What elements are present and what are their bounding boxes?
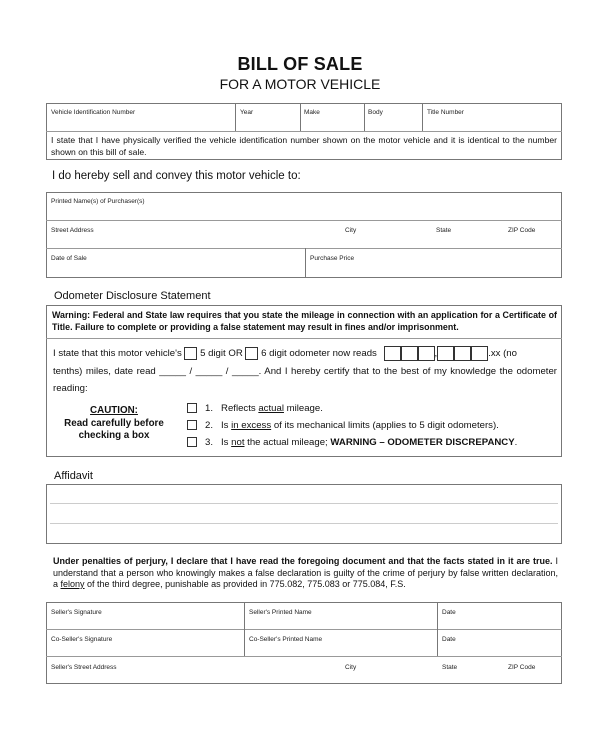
coseller-printed-name-field[interactable]: Co-Seller's Printed Name: [249, 636, 323, 643]
purchaser-street-field[interactable]: Street Address: [51, 227, 94, 234]
purchaser-state-field[interactable]: State: [436, 227, 452, 234]
excess-mileage-checkbox[interactable]: [187, 420, 197, 430]
title-number-field[interactable]: Title Number: [427, 109, 464, 116]
purchase-price-field[interactable]: Purchase Price: [310, 255, 355, 262]
affidavit-text-area[interactable]: [46, 484, 562, 544]
odometer-digit-boxes[interactable]: ,: [384, 345, 489, 362]
coseller-date-field[interactable]: Date: [442, 636, 456, 643]
purchaser-city-field[interactable]: City: [345, 227, 357, 234]
odometer-date-line: tenths) miles, date read _____ / _____ / _____. And I hereby certify that to the best of my knowledge the odometer reading:: [53, 366, 557, 394]
seller-printed-name-field[interactable]: Seller's Printed Name: [249, 609, 312, 616]
page-title: BILL OF SALE: [237, 54, 363, 74]
not-actual-mileage-checkbox[interactable]: [187, 437, 197, 447]
make-field[interactable]: Make: [304, 109, 320, 116]
convey-heading: I do hereby sell and convey this motor vehicle to:: [52, 170, 301, 182]
affidavit-heading: Affidavit: [54, 470, 93, 482]
odometer-options: [187, 400, 517, 451]
odometer-heading: Odometer Disclosure Statement: [54, 290, 211, 302]
coseller-signature-field[interactable]: Co-Seller's Signature: [51, 636, 113, 643]
option-not-actual-mileage: 3. Is not the actual mileage; WARNING – ODOMETER DISCREPANCY.: [187, 434, 517, 451]
seller-signature-field[interactable]: Seller's Signature: [51, 609, 102, 616]
vin-verification-statement: I state that I have physically verified the vehicle identification number shown on the motor vehicle and it is identical to the number shown on this bill of sale.: [51, 135, 557, 157]
seller-zip-field[interactable]: ZIP Code: [508, 664, 536, 671]
vin-field[interactable]: Vehicle Identification Number: [51, 109, 136, 116]
body-field[interactable]: Body: [368, 109, 383, 116]
purchaser-zip-field[interactable]: ZIP Code: [508, 227, 536, 234]
date-of-sale-field[interactable]: Date of Sale: [51, 255, 87, 262]
year-field[interactable]: Year: [240, 109, 254, 116]
odometer-reading-line: I state that this motor vehicle's 5 digit OR 6 digit odometer now reads , .xx (no: [53, 345, 557, 362]
seller-street-field[interactable]: Seller's Street Address: [51, 664, 117, 671]
caution-note: CAUTION: Read carefully before checking a box: [64, 405, 164, 441]
odometer-warning: Warning: Federal and State law requires that you state the mileage in connection with an application for a Certificate of Title. Failure to complete or providing a false statement may result in fines and/or imprisonment.: [52, 310, 557, 332]
page-subtitle: FOR A MOTOR VEHICLE: [219, 76, 381, 92]
five-digit-checkbox[interactable]: [184, 347, 197, 360]
option-actual-mileage: 1. Reflects actual mileage.: [187, 400, 517, 417]
actual-mileage-checkbox[interactable]: [187, 403, 197, 413]
seller-city-field[interactable]: City: [345, 664, 357, 671]
perjury-declaration: Under penalties of perjury, I declare that I have read the foregoing document and that the facts stated in it are true. I understand that a person who knowingly makes a false declaration is guilty of the crime of perjury by false written declaration, a felony of the third degree, punishable as provided in 775.082, 775.083 or 775.084, F.S.: [53, 556, 558, 589]
six-digit-checkbox[interactable]: [245, 347, 258, 360]
purchaser-name-field[interactable]: Printed Name(s) of Purchaser(s): [51, 198, 145, 205]
seller-state-field[interactable]: State: [442, 664, 458, 671]
option-excess-mileage: 2. Is in excess of its mechanical limits (applies to 5 digit odometers).: [187, 417, 517, 434]
seller-date-field[interactable]: Date: [442, 609, 456, 616]
